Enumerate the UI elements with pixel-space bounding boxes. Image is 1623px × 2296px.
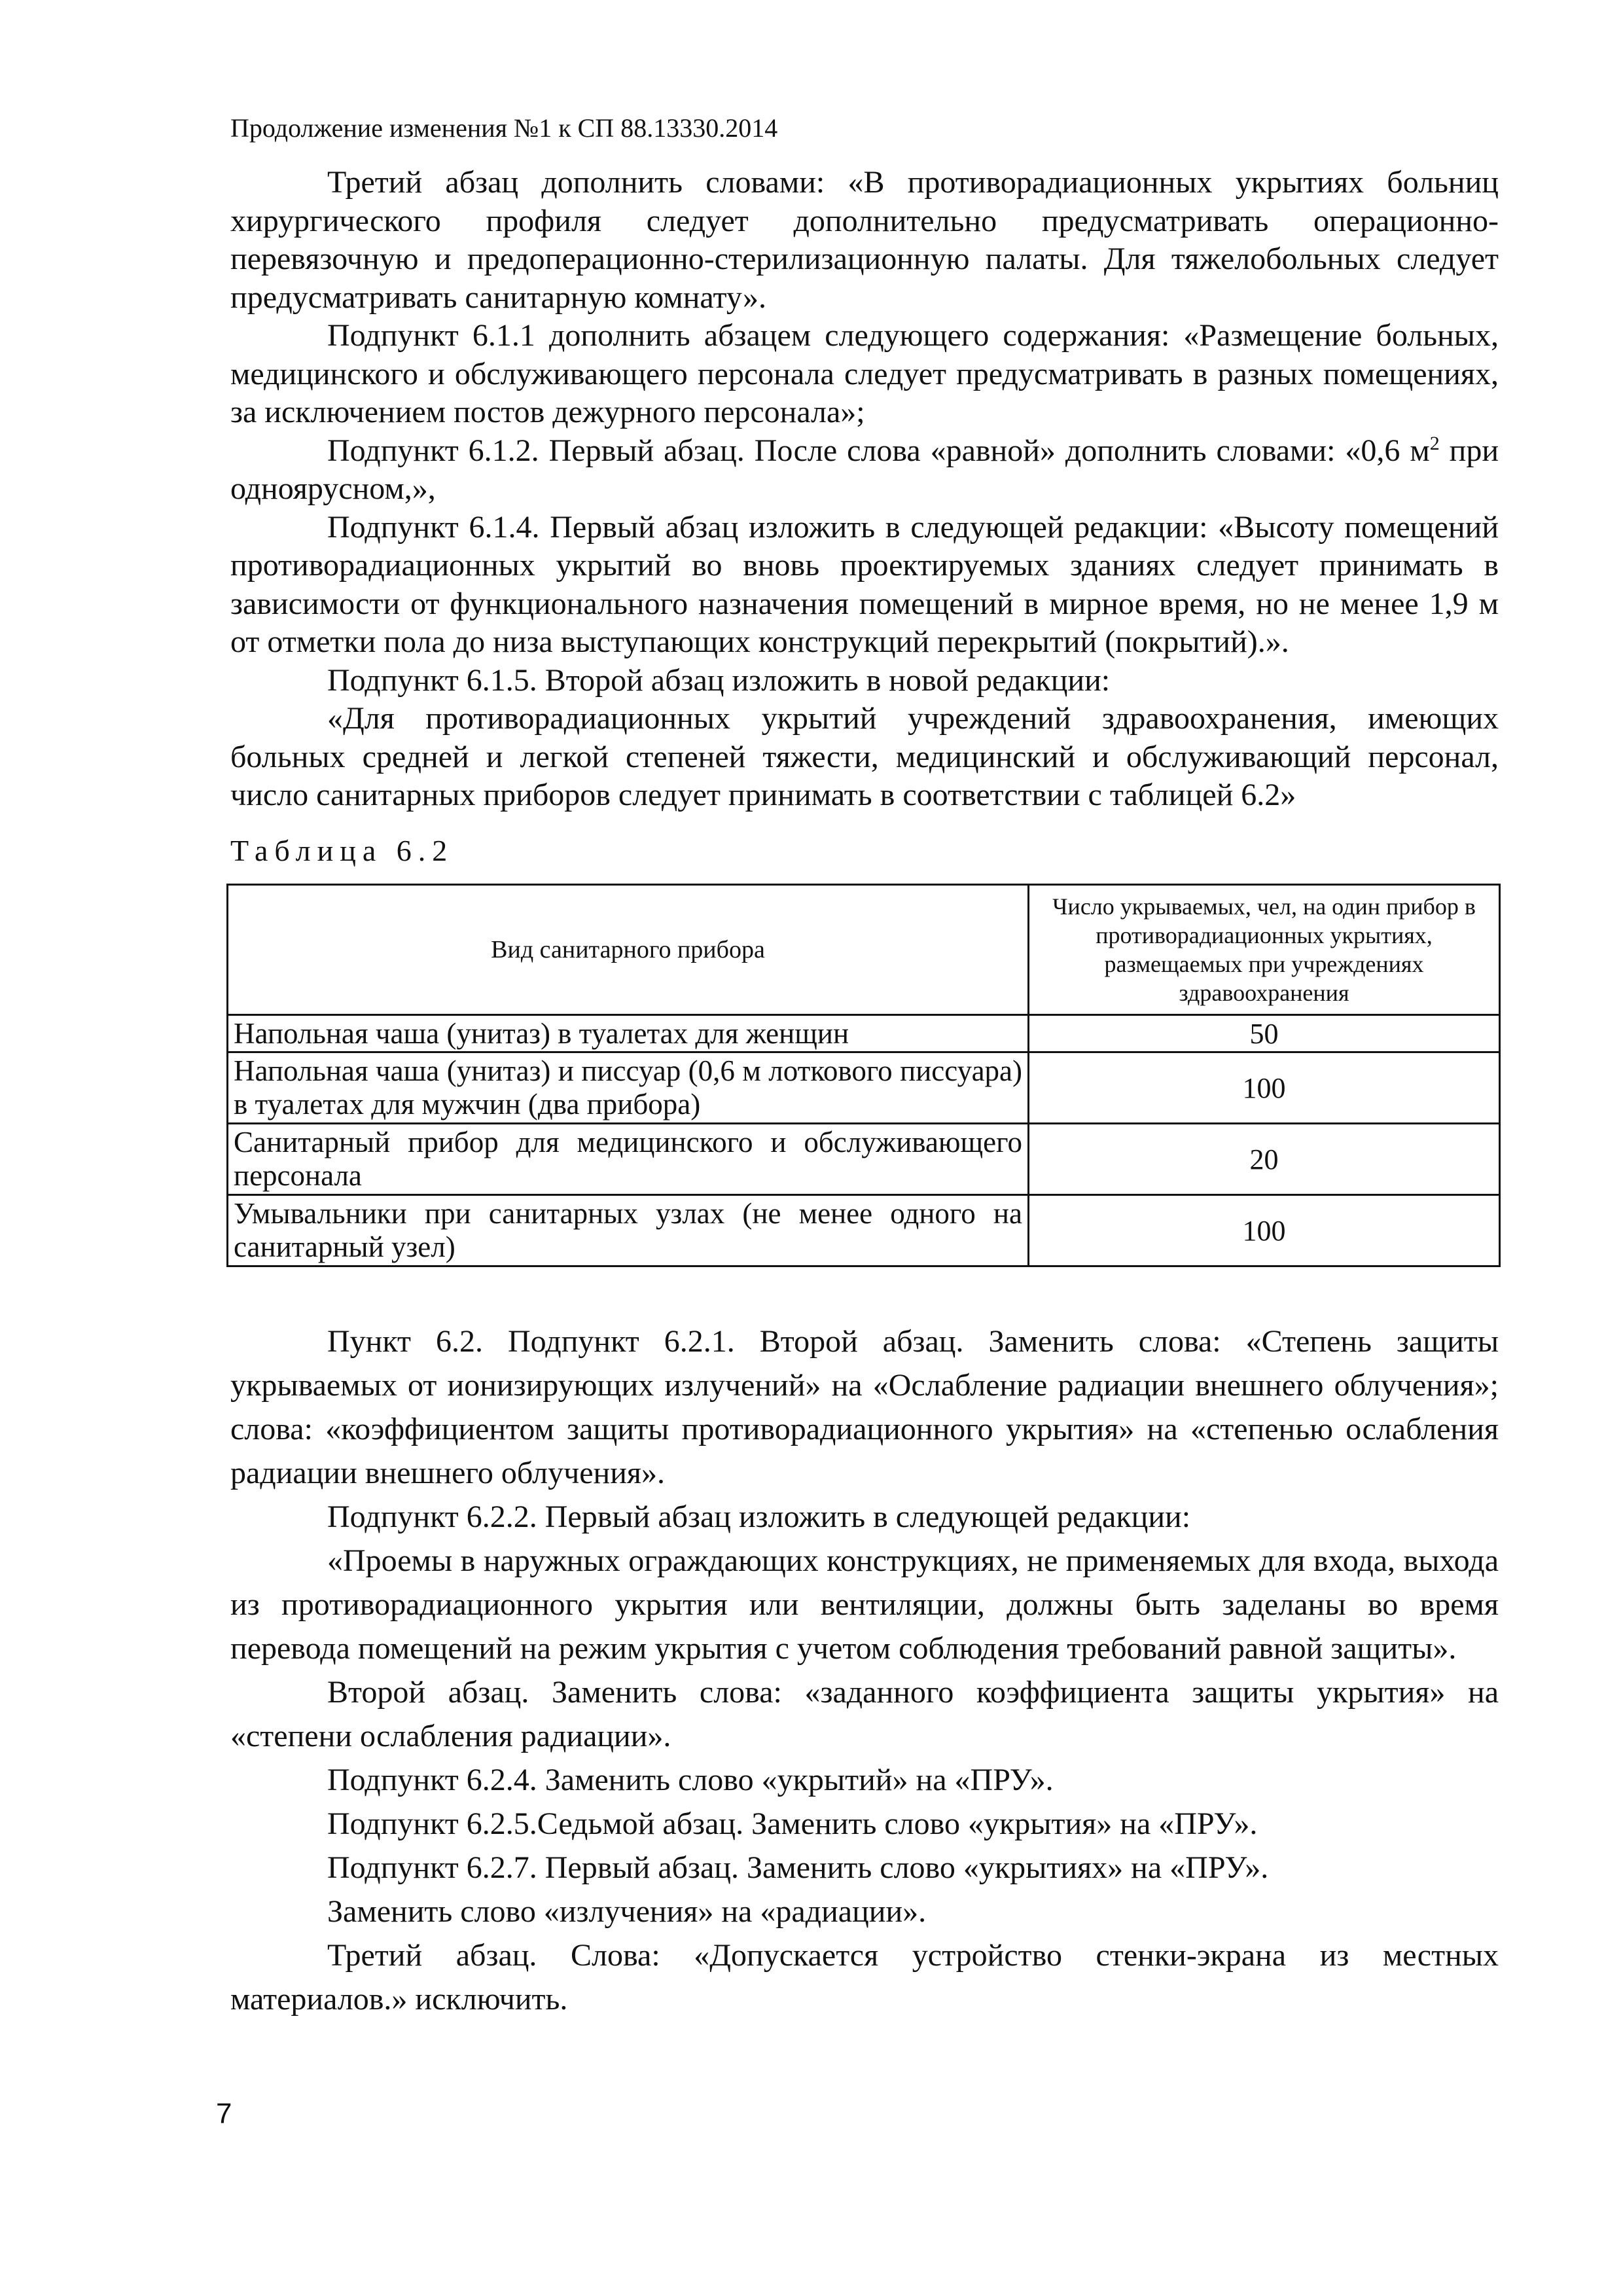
paragraph: «Для противорадиационных укрытий учреждений здравоохранения, имеющих больных средней и легкой степеней тяжести, медицинский и обслуживающий персонал, число санитарных приборов следует принимать в соответствии с таблицей 6.2» <box>230 701 1499 812</box>
table-caption: Таблица 6.2 <box>230 834 454 867</box>
sanitary-fixtures-table <box>226 884 1501 1267</box>
paragraph: «Проемы в наружных ограждающих конструкциях, не применяемых для входа, выхода из противорадиационного укрытия или вентиляции, должны быть заделаны во время перевода помещений на режим укрытия с учетом соблюдения требований равной защиты». <box>230 1543 1499 1666</box>
table-cell-fixture: Напольная чаша (унитаз) в туалетах для женщин <box>228 1015 1029 1052</box>
paragraph: Подпункт 6.2.2. Первый абзац изложить в следующей редакции: <box>327 1499 1191 1534</box>
table-cell-count: 100 <box>1029 1195 1500 1266</box>
paragraph <box>230 432 1499 509</box>
table-cell-fixture: Санитарный прибор для медицинского и обслуживающего персонала <box>228 1124 1029 1195</box>
paragraph: Подпункт 6.2.4. Заменить слово «укрытий» на «ПРУ». <box>327 1763 1054 1797</box>
table-row <box>228 1015 1500 1052</box>
table-row <box>228 1052 1500 1124</box>
paragraph: Подпункт 6.1.4. Первый абзац изложить в следующей редакции: «Высоту помещений противорадиационных укрытий во вновь проектируемых зданиях следует принимать в зависимости от функционального назначения помещений в мирное время, но не менее 1,9 м от отметки пола до низа выступающих конструкций перекрытий (покрытий).». <box>230 509 1499 659</box>
paragraph-text: Подпункт 6.1.2. Первый абзац. После слова «равной» дополнить словами: «0,6 м <box>327 433 1430 468</box>
paragraph: Подпункт 6.2.5.Седьмой абзац. Заменить слово «укрытия» на «ПРУ». <box>327 1806 1258 1841</box>
paragraph: Второй абзац. Заменить слова: «заданного коэффициента защиты укрытия» на «степени ослабления радиации». <box>230 1675 1499 1753</box>
table-header-cell: Вид санитарного прибора <box>228 885 1029 1015</box>
table-row <box>228 1124 1500 1195</box>
table-row <box>228 1195 1500 1266</box>
table-header-row <box>228 885 1500 1015</box>
paragraph: Подпункт 6.2.7. Первый абзац. Заменить слово «укрытиях» на «ПРУ». <box>327 1850 1269 1885</box>
document-header: Продолжение изменения №1 к СП 88.13330.2014 <box>230 113 778 143</box>
table-header-cell: Число укрываемых, чел, на один прибор в противорадиационных укрытиях, размещаемых при учреждениях здравоохранения <box>1029 885 1500 1015</box>
paragraph: Подпункт 6.1.1 дополнить абзацем следующего содержания: «Размещение больных, медицинского и обслуживающего персонала следует предусматривать в разных помещениях, за исключением постов дежурного персонала»; <box>230 318 1499 429</box>
table-cell-fixture: Умывальники при санитарных узлах (не менее одного на санитарный узел) <box>228 1195 1029 1266</box>
superscript-exponent: 2 <box>1429 432 1440 454</box>
table-cell-count: 50 <box>1029 1015 1500 1052</box>
text-block-before-table <box>230 164 1499 815</box>
text-block-after-table <box>230 1319 1499 2021</box>
paragraph: Третий абзац. Слова: «Допускается устройство стенки-экрана из местных материалов.» исключить. <box>230 1938 1499 2017</box>
table-cell-count: 20 <box>1029 1124 1500 1195</box>
paragraph-text-tail: при одноярусном,», <box>230 433 1499 506</box>
paragraph: Третий абзац дополнить словами: «В противорадиационных укрытиях больниц хирургического профиля следует дополнительно предусматривать операционно-перевязочную и предоперационно-стерилизационную палаты. Для тяжелобольных следует предусматривать санитарную комнату». <box>230 165 1499 315</box>
paragraph: Подпункт 6.1.5. Второй абзац изложить в новой редакции: <box>327 662 1111 698</box>
page-number: 7 <box>216 2098 232 2130</box>
paragraph: Пункт 6.2. Подпункт 6.2.1. Второй абзац. Заменить слова: «Степень защиты укрываемых от ионизирующих излучений» на «Ослабление радиации внешнего облучения»; слова: «коэффициентом защиты противорадиационного укрытия» на «степенью ослабления радиации внешнего облучения». <box>230 1324 1499 1490</box>
paragraph: Заменить слово «излучения» на «радиации». <box>327 1894 927 1929</box>
table-cell-fixture: Напольная чаша (унитаз) и писсуар (0,6 м лоткового писсуара) в туалетах для мужчин (два прибора) <box>228 1052 1029 1124</box>
table-cell-count: 100 <box>1029 1052 1500 1124</box>
